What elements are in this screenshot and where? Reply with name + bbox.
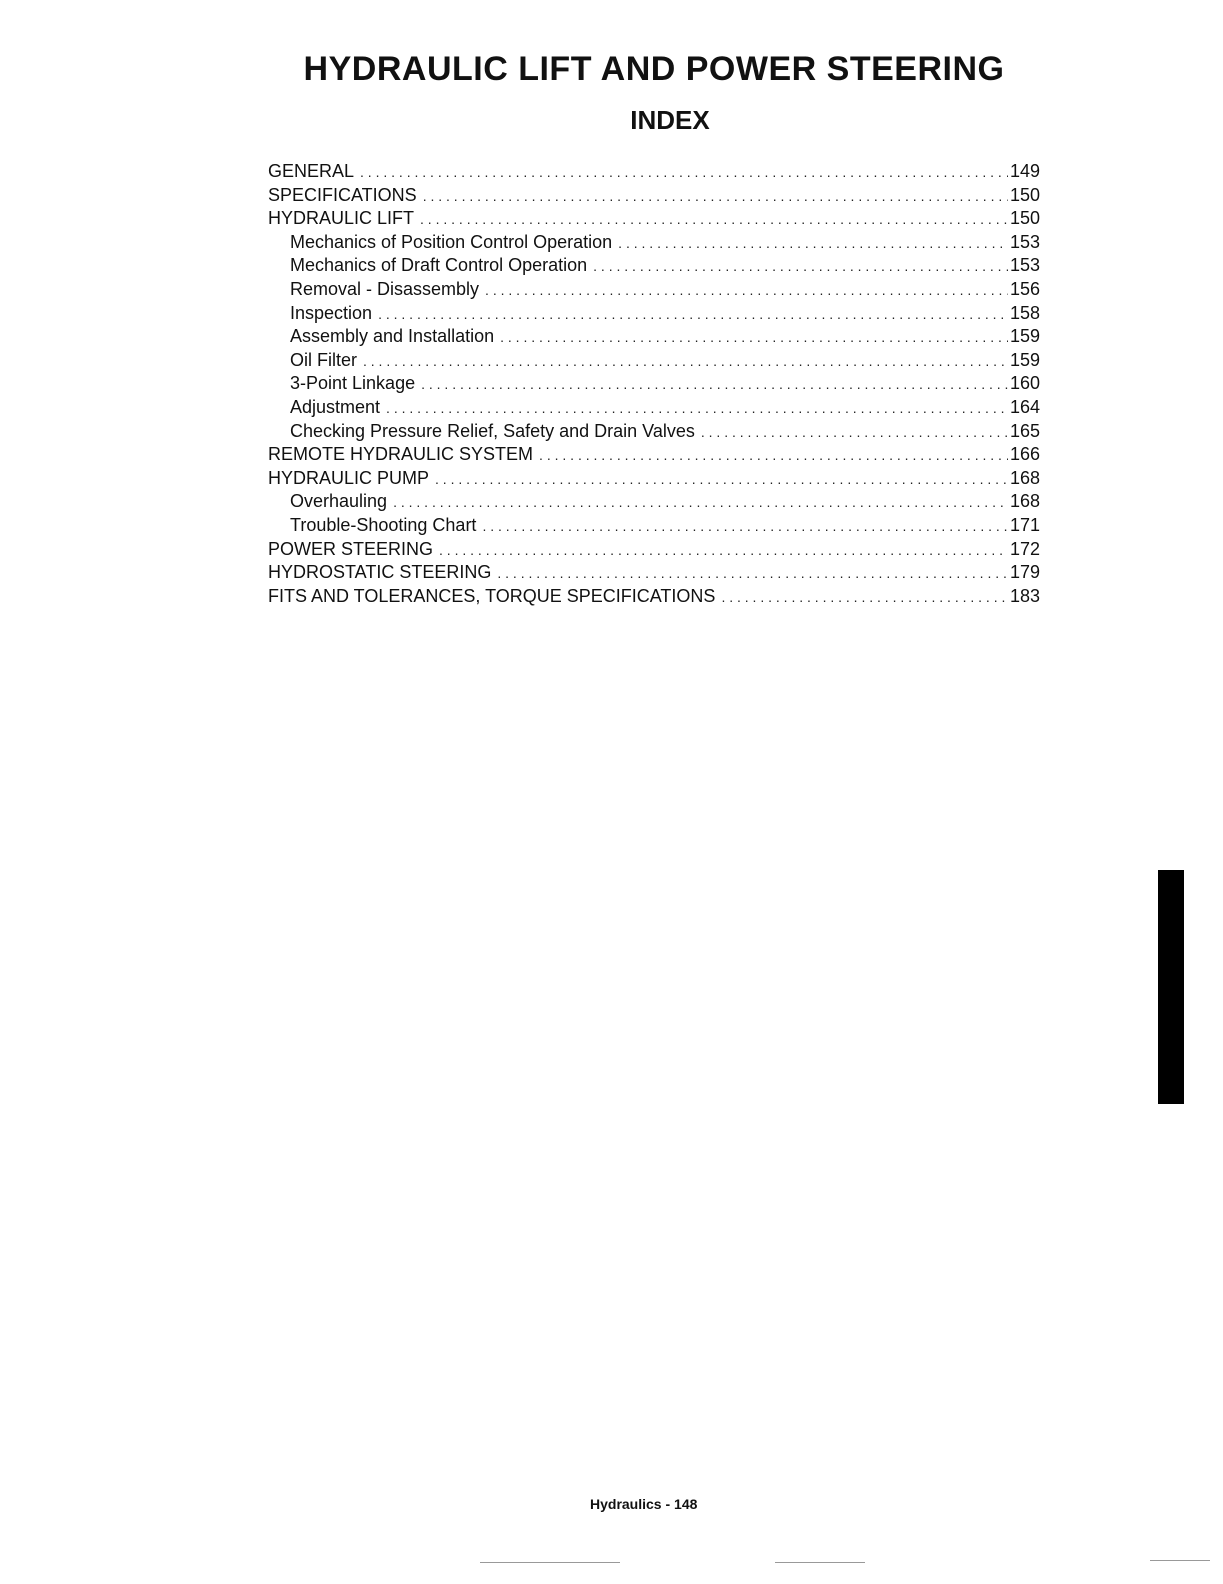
toc-leader-dots <box>485 279 1008 303</box>
toc-leader-dots <box>435 468 1008 492</box>
index-heading: INDEX <box>630 105 710 135</box>
toc-entry-label: 3-Point Linkage <box>290 373 416 394</box>
toc-entry <box>268 443 1040 467</box>
toc-entry-label: Trouble-Shooting Chart <box>290 514 477 535</box>
toc-leader-dots <box>421 373 1008 397</box>
toc-entry-page: 164 <box>1009 396 1040 417</box>
toc-leader-dots <box>618 232 1008 256</box>
toc-leader-dots <box>593 255 1008 279</box>
toc-leader-dots <box>423 185 1008 209</box>
toc-entry <box>268 207 1040 231</box>
toc-entry <box>268 420 1040 444</box>
toc-entry-page: 183 <box>1009 585 1040 606</box>
toc-entry-page: 165 <box>1009 420 1040 441</box>
toc-entry-label: Overhauling <box>290 491 388 512</box>
table-of-contents <box>268 160 1040 608</box>
toc-leader-dots <box>393 491 1008 515</box>
toc-entry-label: Mechanics of Draft Control Operation <box>290 255 588 276</box>
toc-entry <box>268 325 1040 349</box>
toc-entry-page: 168 <box>1009 467 1040 488</box>
toc-entry <box>268 231 1040 255</box>
toc-entry <box>268 184 1040 208</box>
toc-leader-dots <box>420 208 1008 232</box>
toc-entry-page: 150 <box>1009 184 1040 205</box>
toc-entry <box>268 538 1040 562</box>
toc-entry <box>268 490 1040 514</box>
toc-leader-dots <box>539 444 1008 468</box>
toc-entry-label: HYDROSTATIC STEERING <box>268 562 492 583</box>
toc-entry-page: 171 <box>1009 514 1040 535</box>
toc-entry <box>268 372 1040 396</box>
toc-entry-label: Mechanics of Position Control Operation <box>290 231 613 252</box>
toc-entry-label: GENERAL <box>268 161 355 181</box>
toc-entry-label: Adjustment <box>290 396 381 417</box>
toc-entry <box>268 514 1040 538</box>
toc-entry-page: 156 <box>1009 278 1040 299</box>
toc-entry <box>268 467 1040 491</box>
toc-leader-dots <box>378 303 1008 327</box>
toc-entry-label: HYDRAULIC LIFT <box>268 208 415 229</box>
toc-entry <box>268 254 1040 278</box>
toc-entry-page: 153 <box>1009 255 1040 276</box>
page-title: HYDRAULIC LIFT AND POWER STEERING <box>303 50 1005 88</box>
scan-artifact <box>775 1562 865 1563</box>
toc-entry <box>268 585 1040 609</box>
scan-artifact <box>1150 1560 1210 1561</box>
toc-entry-label: HYDRAULIC PUMP <box>268 467 430 488</box>
toc-entry-page: 153 <box>1009 231 1040 252</box>
toc-entry-label: Checking Pressure Relief, Safety and Drain Valves <box>290 420 695 441</box>
toc-entry <box>268 302 1040 326</box>
toc-leader-dots <box>721 586 1008 610</box>
toc-leader-dots <box>497 562 1008 586</box>
toc-entry <box>268 278 1040 302</box>
page-footer: Hydraulics - 148 <box>590 1496 698 1512</box>
toc-entry-page: 166 <box>1009 444 1040 465</box>
toc-leader-dots <box>439 539 1008 563</box>
toc-entry-label: REMOTE HYDRAULIC SYSTEM <box>268 444 534 465</box>
toc-entry-page: 179 <box>1009 562 1040 583</box>
toc-entry-page: 159 <box>1009 326 1040 347</box>
toc-entry-page: 149 <box>1009 161 1040 181</box>
toc-entry-page: 158 <box>1009 302 1040 323</box>
toc-leader-dots <box>500 326 1008 350</box>
toc-entry-page: 159 <box>1009 349 1040 370</box>
toc-leader-dots <box>360 161 1008 185</box>
toc-entry <box>268 349 1040 373</box>
toc-leader-dots <box>363 350 1008 374</box>
toc-entry-page: 150 <box>1009 208 1040 229</box>
toc-entry-page: 172 <box>1009 538 1040 559</box>
toc-entry-label: SPECIFICATIONS <box>268 184 417 205</box>
toc-entry-page: 168 <box>1009 491 1040 512</box>
toc-entry-label: FITS AND TOLERANCES, TORQUE SPECIFICATIONS <box>268 585 716 606</box>
toc-entry <box>268 396 1040 420</box>
toc-entry-label: POWER STEERING <box>268 538 434 559</box>
toc-entry <box>268 561 1040 585</box>
toc-leader-dots <box>482 515 1008 539</box>
toc-entry-label: Assembly and Installation <box>290 326 495 347</box>
toc-leader-dots <box>701 421 1008 445</box>
toc-entry-label: Removal - Disassembly <box>290 278 480 299</box>
toc-entry <box>268 160 1040 184</box>
toc-leader-dots <box>386 397 1008 421</box>
toc-entry-label: Oil Filter <box>290 349 357 370</box>
section-tab-marker <box>1158 870 1184 1104</box>
toc-entry-label: Inspection <box>290 302 373 323</box>
toc-entry-page: 160 <box>1009 373 1040 394</box>
scan-artifact <box>480 1562 620 1563</box>
